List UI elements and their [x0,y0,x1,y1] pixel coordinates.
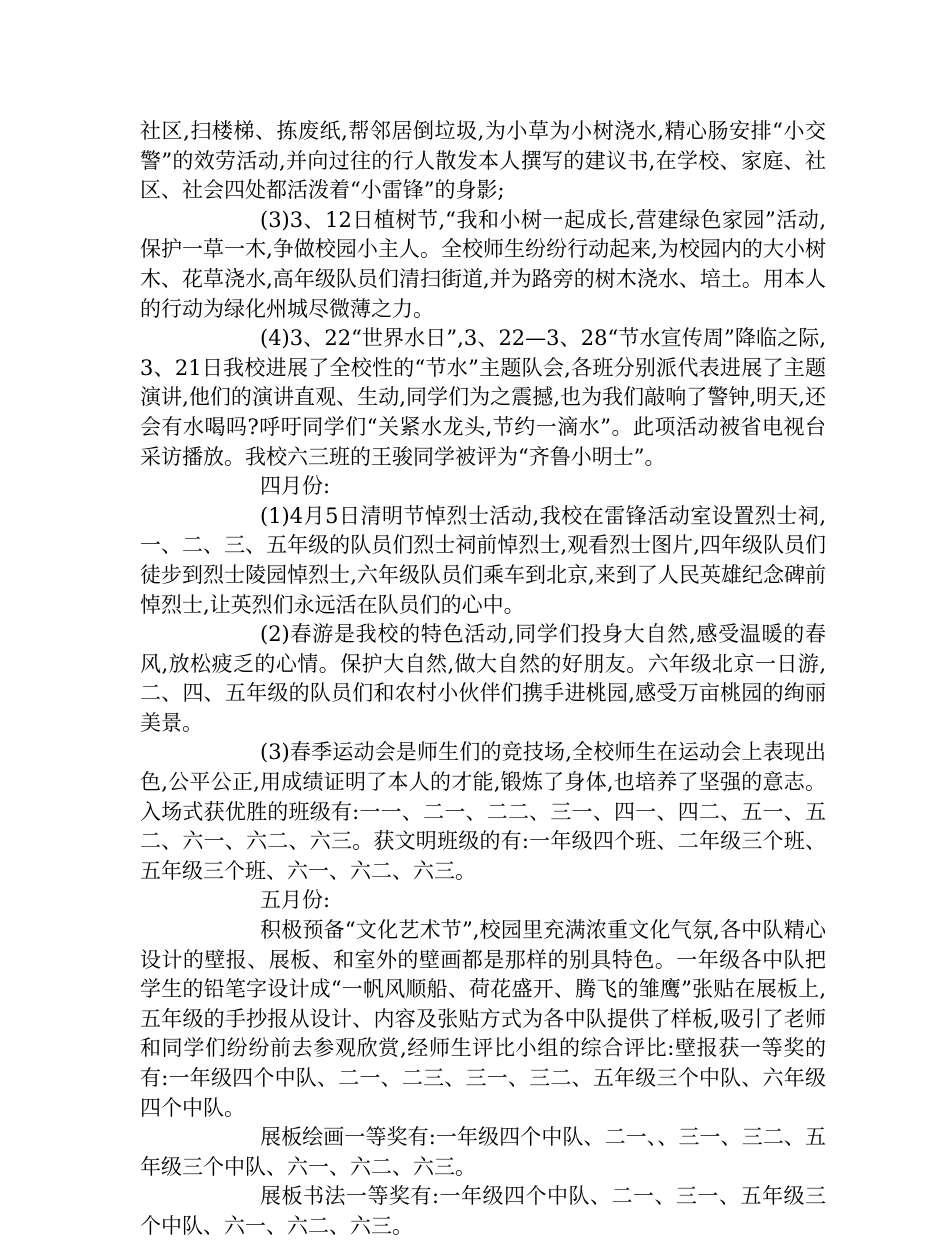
document-body [140,117,826,1242]
heading-april: 四月份: [260,474,331,499]
paragraph-sports-meet: (3)春季运动会是师生们的竞技场,全校师生在运动会上表现出色,公平公正,用成绩证明了本人的才能,锻炼了身体,也培养了坚强的意志。入场式获优胜的班级有:一一、二一、二二、三一、四一、四二、五一、五二、六一、六二、六三。获文明班级的有:一年级四个班、二年级三个班、五年级三个班、六一、六二、六三。 [140,740,826,883]
paragraph-arbor-day: (3)3、12日植树节,“我和小树一起成长,营建绿色家园”活动,保护一草一木,争做校园小主人。全校师生纷纷行动起来,为校园内的大小树木、花草浇水,高年级队员们清扫街道,并为路旁的树木浇水、培土。用本人的行动为绿化州城尽微薄之力。 [140,207,826,321]
paragraph-calligraphy-award: 展板书法一等奖有:一年级四个中队、二一、三一、五年级三个中队、六一、六二、六三。 [140,1184,826,1238]
paragraph-painting-award: 展板绘画一等奖有:一年级四个中队、二一、、三一、三二、五年级三个中队、六一、六二、六三。 [140,1125,826,1179]
paragraph-world-water-day: (4)3、22“世界水日”,3、22—3、28“节水宣传周”降临之际,3、21日我校进展了全校性的“节水”主题队会,各班分别派代表进展了主题演讲,他们的演讲直观、生动,同学们为之震撼,也为我们敲响了警钟,明天,还会有水喝吗?呼吁同学们“关紧水龙头,节约一滴水”。此项活动被省电视台采访播放。我校六三班的王骏同学被评为“齐鲁小明士”。 [140,326,826,469]
paragraph-spring-outing: (2)春游是我校的特色活动,同学们投身大自然,感受温暖的春风,放松疲乏的心情。保护大自然,做大自然的好朋友。六年级北京一日游,二、四、五年级的队员们和农村小伙伴们携手进桃园,感受万亩桃园的绚丽美景。 [140,622,826,735]
paragraph-qingming: (1)4月5日清明节悼烈士活动,我校在雷锋活动室设置烈士祠,一、二、三、五年级的队员们烈士祠前悼烈士,观看烈士图片,四年级队员们徒步到烈士陵园悼烈士,六年级队员们乘车到北京,来到了人民英雄纪念碑前悼烈士,让英烈们永远活在队员们的心中。 [140,503,826,617]
paragraph-community-activities: 社区,扫楼梯、拣废纸,帮邻居倒垃圾,为小草为小树浇水,精心肠安排“小交警”的效劳活动,并向过往的行人散发本人撰写的建议书,在学校、家庭、社区、社会四处都活泼着“小雷锋”的身影; [140,119,826,203]
heading-may: 五月份: [260,888,331,913]
paragraph-culture-festival: 积极预备“文化艺术节”,校园里充满浓重文化气氛,各中队精心设计的壁报、展板、和室外的壁画都是那样的别具特色。一年级各中队把学生的铅笔字设计成“一帆风顺船、荷花盛开、腾飞的雏鹰”张贴在展板上,五年级的手抄报从设计、内容及张贴方式为各中队提供了样板,吸引了老师和同学们纷纷前去参观欣赏,经师生评比小组的综合评比:壁报获一等奖的有:一年级四个中队、二一、二三、三一、三二、五年级三个中队、六年级四个中队。 [140,918,826,1120]
